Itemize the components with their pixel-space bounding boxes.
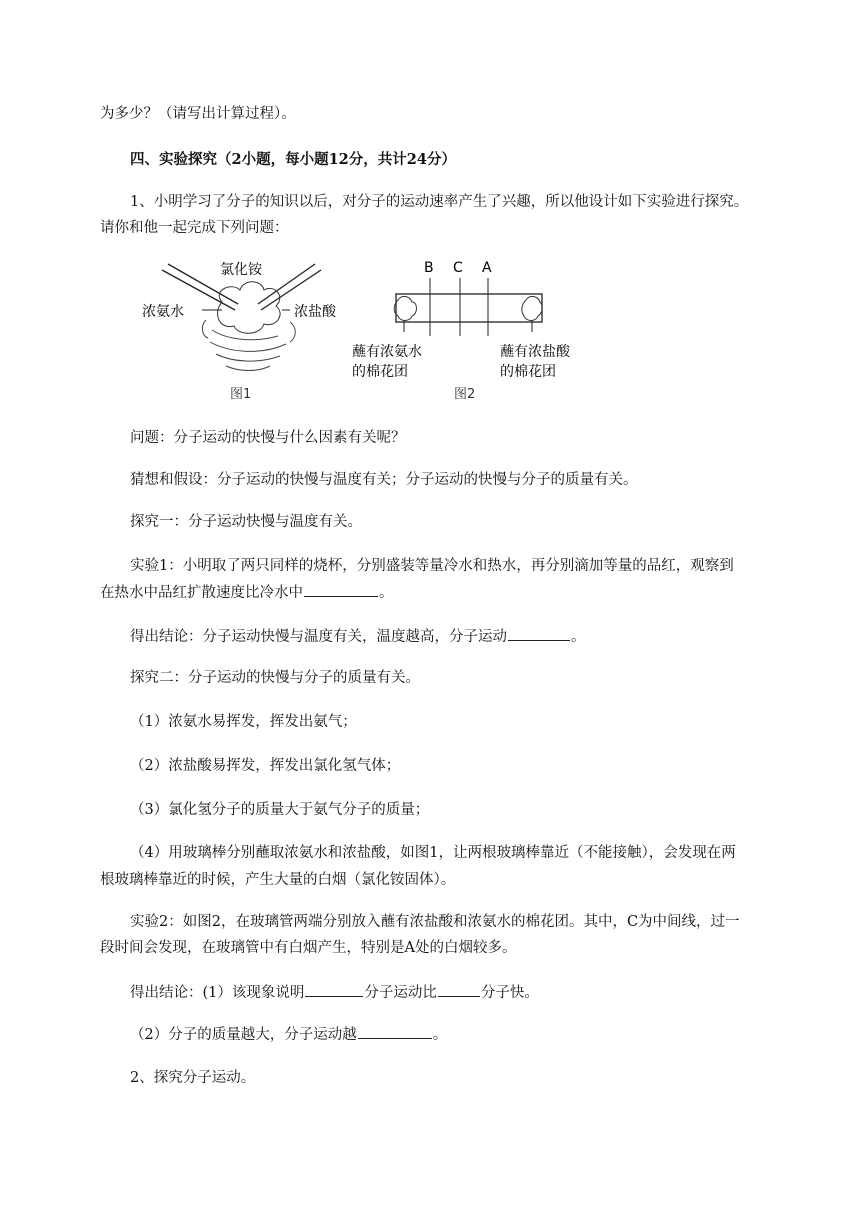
question-tail-text: 为多少？（请写出计算过程）。: [100, 106, 296, 122]
fig1-left-label: 浓氨水: [142, 304, 184, 320]
figure-1: [142, 262, 337, 402]
conclusion-3-text: （2）分子的质量越大，分子运动越: [130, 1027, 357, 1043]
experiment-figure: [140, 252, 600, 412]
fact-2: （2）浓盐酸易挥发，挥发出氯化氢气体；: [130, 758, 401, 774]
q1-intro-line1: 1、小明学习了分子的知识以后，对分子的运动速率产生了兴趣，所以他设计如下实验进行探究。: [130, 194, 749, 210]
fig1-caption: 图1: [230, 387, 252, 402]
fig2-left-label-line1: 蘸有浓氨水: [352, 344, 422, 360]
fig1-right-label: 浓盐酸: [294, 304, 336, 320]
inquiry-2-title: 探究二：分子运动的快慢与分子的质量有关。: [130, 670, 420, 686]
answer-blank-5[interactable]: [358, 1024, 432, 1039]
experiment-diagram: [140, 252, 600, 412]
conclusion-2-text-3: 分子快。: [480, 985, 539, 1001]
fig2-left-label-line2: 的棉花团: [352, 364, 408, 380]
conclusion-2-text-2: 分子运动比: [364, 985, 437, 1001]
fig2-caption: 图2: [454, 387, 476, 402]
fact-4-line1: （4）用玻璃棒分别蘸取浓氨水和浓盐酸，如图1，让两根玻璃棒靠近（不能接触），会发现在两: [130, 845, 736, 861]
fig1-top-label: 氯化铵: [220, 262, 262, 278]
problem-text: 问题：分子运动的快慢与什么因素有关呢？: [130, 430, 406, 446]
experiment-2-line2: 段时间会发现，在玻璃管中有白烟产生，特别是A处的白烟较多。: [100, 940, 517, 956]
conclusion-1-text: 得出结论：分子运动快慢与温度有关，温度越高，分子运动: [130, 629, 507, 645]
answer-blank-2[interactable]: [508, 626, 570, 641]
experiment-1-line2: [100, 582, 394, 603]
fig2-right-label-line2: 的棉花团: [500, 364, 556, 380]
conclusion-3-end: 。: [432, 1027, 448, 1043]
fig2-label-a: A: [482, 260, 492, 276]
section-title: 四、实验探究（2小题，每小题12分，共计24分）: [130, 151, 456, 168]
fact-1: （1）浓氨水易挥发，挥发出氨气；: [130, 714, 357, 730]
fig2-label-b: B: [424, 260, 434, 276]
inquiry-1-title: 探究一：分子运动快慢与温度有关。: [130, 514, 362, 530]
conclusion-3: [130, 1024, 447, 1045]
experiment-1-line2-text: 在热水中品红扩散速度比冷水中: [100, 585, 303, 601]
hypothesis-text: 猜想和假设：分子运动的快慢与温度有关；分子运动的快慢与分子的质量有关。: [130, 472, 638, 488]
experiment-1-line2-end: 。: [379, 585, 394, 601]
fact-3: （3）氯化氢分子的质量大于氨气分子的质量；: [130, 802, 430, 818]
conclusion-2-text-1: 得出结论：(1）该现象说明: [130, 985, 305, 1001]
q1-intro-line2: 请你和他一起完成下列问题：: [100, 220, 289, 236]
fig2-right-label-line1: 蘸有浓盐酸: [500, 344, 570, 360]
answer-blank-1[interactable]: [304, 582, 378, 597]
answer-blank-3[interactable]: [305, 982, 363, 997]
figure-2: [352, 260, 571, 402]
fig2-label-c: C: [453, 260, 463, 276]
experiment-2-line1: 实验2：如图2，在玻璃管两端分别放入蘸有浓盐酸和浓氨水的棉花团。其中，C为中间线，过一: [130, 914, 740, 930]
experiment-1-line1: 实验1：小明取了两只同样的烧杯，分别盛装等量冷水和热水，再分别滴加等量的品红，观察到: [130, 558, 734, 574]
conclusion-1-end: 。: [571, 629, 586, 645]
question-2-title: 2、探究分子运动。: [130, 1070, 256, 1086]
fact-4-line2: 根玻璃棒靠近的时候，产生大量的白烟（氯化铵固体）。: [100, 872, 456, 888]
conclusion-2: [130, 982, 539, 1003]
conclusion-1: [130, 626, 586, 647]
answer-blank-4[interactable]: [438, 982, 480, 997]
